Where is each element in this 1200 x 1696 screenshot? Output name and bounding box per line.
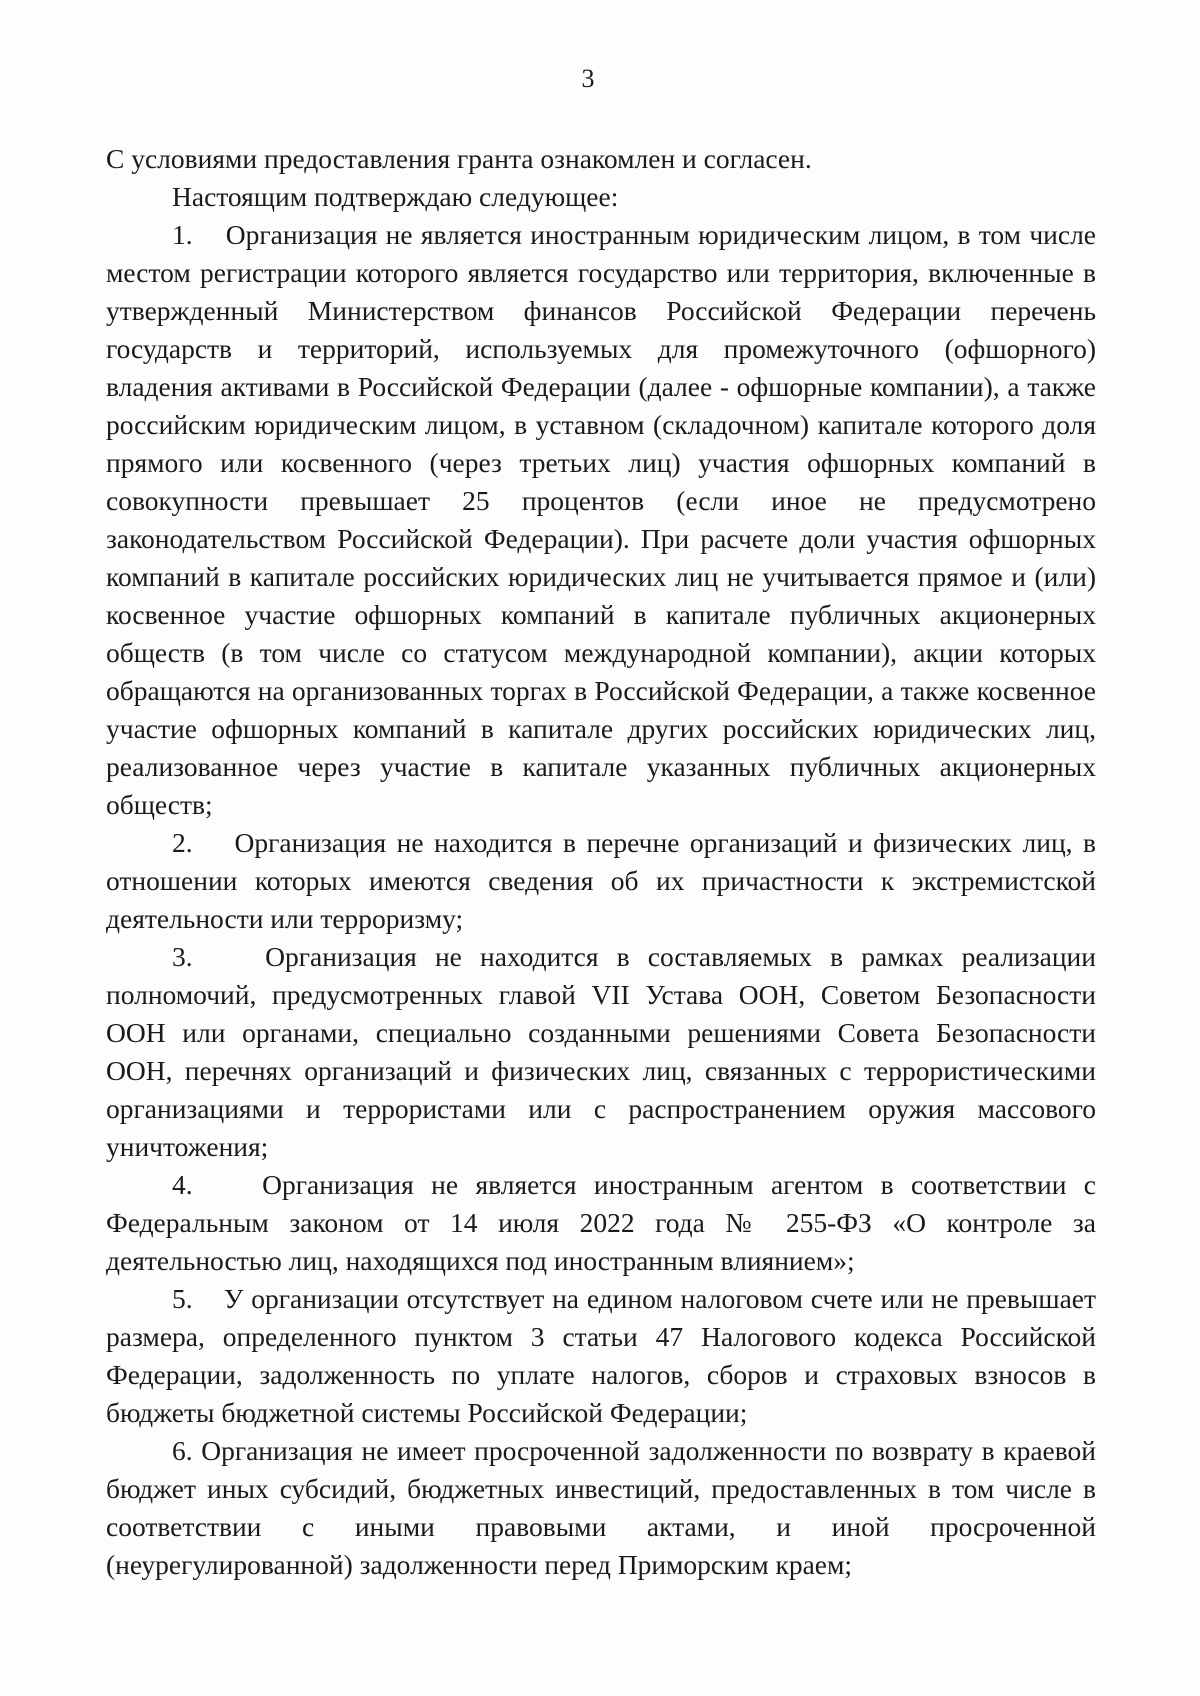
clause-4: 4. Организация не является иностранным агентом в соответствии с Федеральным законом от 14 июля 2022 года № 255-ФЗ «О контроле за деятельностью лиц, находящихся под иностранным влиянием»; bbox=[106, 1169, 1096, 1276]
page-number: 3 bbox=[581, 64, 595, 93]
clause-6: 6. Организация не имеет просроченной задолженности по возврату в краевой бюджет иных субсидий, бюджетных инвестиций, предоставленных в том числе в соответствии с иными правовыми актами, и иной просроченной (неурегулированной) задолженности перед Приморским краем; bbox=[106, 1435, 1096, 1580]
lead-paragraph: Настоящим подтверждаю следующее: bbox=[172, 181, 619, 212]
clause-1: 1. Организация не является иностранным юридическим лицом, в том числе местом регистрации которого является государство или территория, включенные в утвержденный Министерством финансов Российской Федерации перечень государств и территорий, используемых для промежуточного (офшорного) владения активами в Российской Федерации (далее - офшорные компании), а также российским юридическим лицом, в уставном (складочном) капитале которого доля прямого или косвенного (через третьих лиц) участия офшорных компаний в совокупности превышает 25 процентов (если иное не предусмотрено законодательством Российской Федерации). При расчете доли участия офшорных компаний в капитале российских юридических лиц не учитывается прямое и (или) косвенное участие офшорных компаний в капитале публичных акционерных обществ (в том числе со статусом международной компании), акции которых обращаются на организованных торгах в Российской Федерации, а также косвенное участие офшорных компаний в капитале других российских юридических лиц, реализованное через участие в капитале указанных публичных акционерных обществ; bbox=[106, 219, 1096, 820]
clause-2: 2. Организация не находится в перечне организаций и физических лиц, в отношении которых имеются сведения об их причастности к экстремистской деятельности или терроризму; bbox=[106, 827, 1096, 934]
document-body bbox=[106, 140, 1096, 1584]
clause-5: 5. У организации отсутствует на едином налоговом счете или не превышает размера, определенного пунктом 3 статьи 47 Налогового кодекса Российской Федерации, задолженность по уплате налогов, сборов и страховых взносов в бюджеты бюджетной системы Российской Федерации; bbox=[106, 1283, 1096, 1428]
intro-paragraph: С условиями предоставления гранта ознакомлен и согласен. bbox=[106, 143, 812, 174]
clause-3: 3. Организация не находится в составляемых в рамках реализации полномочий, предусмотренных главой VII Устава ООН, Советом Безопасности ООН или органами, специально созданными решениями Совета Безопасности ООН, перечнях организаций и физических лиц, связанных с террористическими организациями и террористами или с распространением оружия массового уничтожения; bbox=[106, 941, 1096, 1162]
